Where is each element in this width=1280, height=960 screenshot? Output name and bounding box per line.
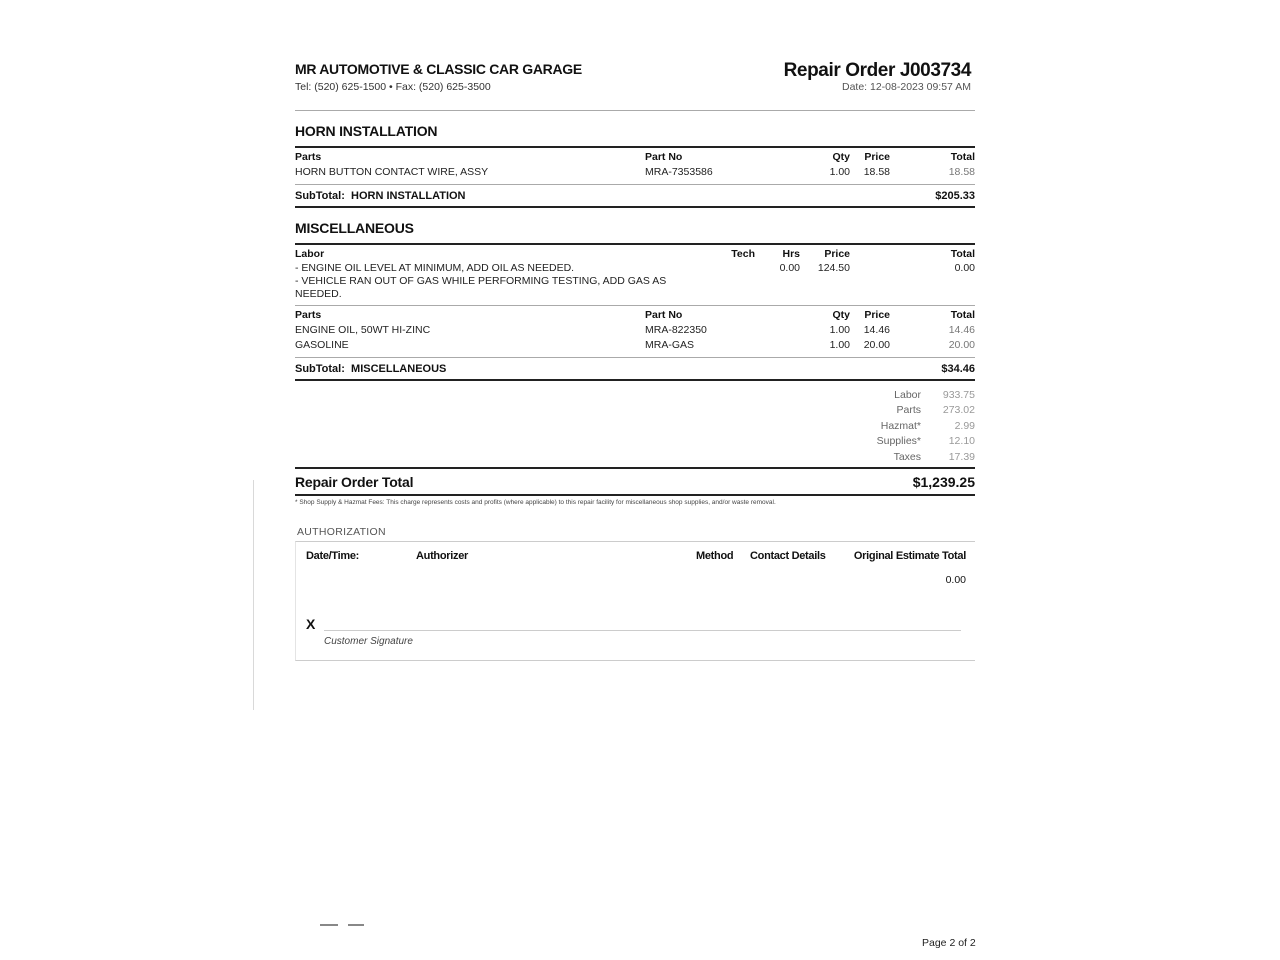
part-qty: 1.00 (829, 166, 850, 178)
summary-label: Taxes (893, 450, 921, 463)
misc-labor-table (295, 245, 975, 301)
col-header-part-no: Part No (645, 151, 683, 163)
part-price: 20.00 (863, 339, 890, 351)
subtotal-value: $34.46 (941, 363, 975, 375)
section-title-misc: MISCELLANEOUS (295, 220, 414, 236)
summary-row (877, 418, 975, 434)
part-qty: 1.00 (829, 339, 850, 351)
col-header-price: Price (864, 151, 890, 163)
summary-row (877, 403, 975, 419)
labor-total: 0.00 (954, 262, 975, 274)
subtotal-label: SubTotal: (295, 190, 345, 202)
part-number: MRA-822350 (645, 324, 707, 336)
signature-label: Customer Signature (324, 635, 413, 647)
summary-value: 12.10 (948, 435, 975, 448)
totals-summary (295, 381, 975, 467)
summary-value: 2.99 (954, 419, 975, 432)
auth-header-authorizer: Authorizer (416, 549, 469, 562)
col-header-price: Price (864, 309, 890, 321)
authorization-box (295, 541, 975, 661)
summary-label: Parts (896, 404, 921, 417)
section-end-rule (295, 206, 975, 208)
labor-description (295, 260, 715, 301)
subtotal-name: MISCELLANEOUS (351, 363, 447, 375)
company-name: MR AUTOMOTIVE & CLASSIC CAR GARAGE (295, 61, 582, 77)
auth-header-estimate: Original Estimate Total (853, 549, 966, 562)
document-header (295, 58, 975, 110)
part-total: 14.46 (948, 324, 975, 336)
scan-smudge (320, 924, 338, 926)
labor-line: - VEHICLE RAN OUT OF GAS WHILE PERFORMING TESTING, ADD GAS AS (295, 275, 667, 287)
auth-header-contact: Contact Details (750, 549, 826, 562)
repair-order-date: Date: 12-08-2023 09:57 AM (841, 81, 971, 93)
company-contact: Tel: (520) 625-1500 • Fax: (520) 625-3500 (295, 81, 491, 93)
original-estimate-value: 0.00 (945, 573, 966, 586)
total-bottom-rule (295, 494, 975, 496)
page-number: Page 2 of 2 (922, 937, 976, 949)
repair-order-title: Repair Order J003734 (783, 60, 971, 81)
total-label: Repair Order Total (295, 473, 414, 490)
scan-smudge (348, 924, 364, 926)
total-value: $1,239.25 (912, 473, 975, 490)
part-description: GASOLINE (295, 339, 349, 351)
auth-header-datetime: Date/Time: (306, 549, 360, 562)
misc-parts-table (295, 306, 975, 351)
col-header-tech: Tech (731, 248, 755, 260)
labor-hrs: 0.00 (779, 262, 800, 274)
part-qty: 1.00 (829, 324, 850, 336)
col-header-total: Total (950, 151, 975, 163)
col-header-qty: Qty (832, 309, 850, 321)
subtotal-name: HORN INSTALLATION (351, 190, 466, 202)
summary-value: 933.75 (942, 388, 975, 401)
summary-table (877, 387, 975, 465)
col-header-parts: Parts (295, 151, 322, 163)
repair-order-document (295, 58, 975, 661)
part-price: 18.58 (863, 166, 890, 178)
col-header-price: Price (824, 248, 850, 260)
subtotal-value: $205.33 (935, 190, 975, 202)
part-description: ENGINE OIL, 50WT HI-ZINC (295, 324, 431, 336)
col-header-hrs: Hrs (782, 248, 800, 260)
labor-line: - ENGINE OIL LEVEL AT MINIMUM, ADD OIL AS NEEDED. (295, 262, 575, 274)
summary-label: Labor (894, 388, 921, 401)
summary-label: Supplies* (876, 435, 921, 448)
subtotal-row-misc (295, 358, 975, 379)
col-header-part-no: Part No (645, 309, 683, 321)
repair-order-total-row (295, 469, 975, 494)
summary-row (877, 449, 975, 465)
labor-line: NEEDED. (295, 288, 342, 300)
subtotal-row-horn (295, 185, 975, 206)
signature-line (324, 630, 961, 631)
col-header-qty: Qty (832, 151, 850, 163)
subtotal-label: SubTotal: (295, 363, 345, 375)
section-title-horn: HORN INSTALLATION (295, 123, 438, 139)
col-header-total: Total (950, 248, 975, 260)
authorization-heading: AUTHORIZATION (297, 525, 386, 538)
summary-label: Hazmat* (880, 419, 921, 432)
header-divider (295, 110, 975, 111)
part-price: 14.46 (863, 324, 890, 336)
part-number: MRA-7353586 (645, 166, 713, 178)
summary-row (877, 387, 975, 403)
summary-value: 273.02 (942, 404, 975, 417)
col-header-total: Total (950, 309, 975, 321)
auth-header-method: Method (696, 549, 734, 562)
labor-price: 124.50 (817, 262, 850, 274)
part-total: 18.58 (948, 166, 975, 178)
signature-x-mark: X (306, 615, 316, 632)
col-header-parts: Parts (295, 309, 322, 321)
part-total: 20.00 (948, 339, 975, 351)
scan-edge-line (253, 480, 254, 710)
horn-parts-table (295, 148, 975, 178)
part-number: MRA-GAS (645, 339, 695, 351)
part-description: HORN BUTTON CONTACT WIRE, ASSY (295, 166, 489, 178)
fees-footnote: * Shop Supply & Hazmat Fees: This charge represents costs and profits (where applicable) to this repair facility for miscellaneous shop supplies, and/or waste removal. (295, 498, 776, 506)
summary-row (877, 434, 975, 450)
col-header-labor: Labor (295, 248, 325, 260)
summary-value: 17.39 (948, 450, 975, 463)
